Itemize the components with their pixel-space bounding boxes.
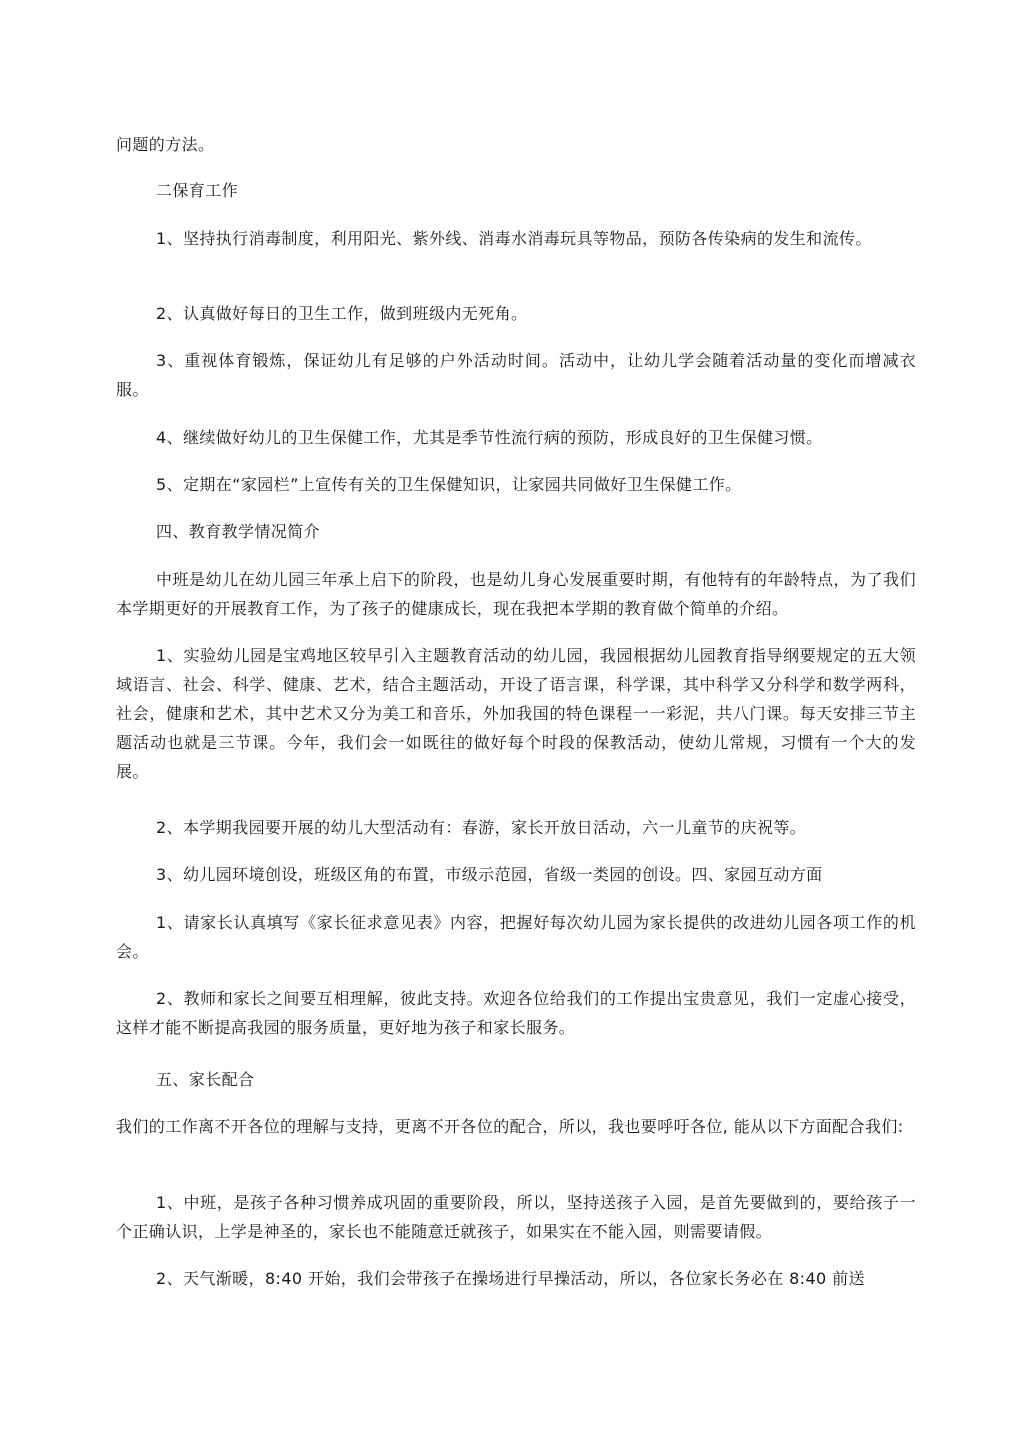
paragraph-teaching-2: 2、本学期我园要开展的幼儿大型活动有：春游，家长开放日活动，六一儿童节的庆祝等。 — [156, 818, 807, 837]
paragraph-teaching-intro: 中班是幼儿在幼儿园三年承上启下的阶段，也是幼儿身心发展重要时期，有他特有的年龄特点，为了我们本学期更好的开展教育工作，为了孩子的健康成长，现在我把本学期的教育做个简单的介绍。 — [116, 570, 916, 618]
paragraph-continuation: 问题的方法。 — [116, 135, 215, 154]
paragraph-childcare-5: 5、定期在“家园栏”上宣传有关的卫生保健知识，让家园共同做好卫生保健工作。 — [156, 475, 742, 494]
paragraph-teaching-3: 3、幼儿园环境创设，班级区角的布置，市级示范园，省级一类园的创设。四、家园互动方面 — [156, 865, 823, 884]
paragraph-interaction-2: 2、教师和家长之间要互相理解，彼此支持。欢迎各位给我们的工作提出宝贵意见，我们一定虚心接受，这样才能不断提高我园的服务质量，更好地为孩子和家长服务。 — [116, 989, 916, 1037]
section-heading-childcare: 二保育工作 — [156, 181, 239, 200]
paragraph-childcare-3: 3、重视体育锻炼，保证幼儿有足够的户外活动时间。活动中，让幼儿学会随着活动量的变化而增减衣服。 — [116, 351, 916, 399]
paragraph-childcare-4: 4、继续做好幼儿的卫生保健工作，尤其是季节性流行病的预防，形成良好的卫生保健习惯。 — [156, 428, 823, 447]
paragraph-interaction-1: 1、请家长认真填写《家长征求意见表》内容，把握好每次幼儿园为家长提供的改进幼儿园各项工作的机会。 — [116, 913, 916, 961]
paragraph-parents-1: 1、中班，是孩子各种习惯养成巩固的重要阶段，所以，坚持送孩子入园，是首先要做到的，要给孩子一个正确认识，上学是神圣的，家长也不能随意迁就孩子，如果实在不能入园，则需要请假。 — [116, 1193, 916, 1241]
paragraph-parents-intro: 我们的工作离不开各位的理解与支持，更离不开各位的配合，所以，我也要呼吁各位, 能从以下方面配合我们: — [116, 1117, 904, 1136]
paragraph-childcare-1: 1、坚持执行消毒制度，利用阳光、紫外线、消毒水消毒玩具等物品，预防各传染病的发生和流传。 — [156, 229, 872, 248]
paragraph-parents-2: 2、天气渐暖，8:40 开始，我们会带孩子在操场进行早操活动，所以，各位家长务必在 8:40 前送 — [156, 1269, 865, 1288]
section-heading-teaching: 四、教育教学情况简介 — [156, 522, 321, 541]
paragraph-teaching-1: 1、实验幼儿园是宝鸡地区较早引入主题教育活动的幼儿园，我园根据幼儿园教育指导纲要规定的五大领域语言、社会、科学、健康、艺术，结合主题活动，开设了语言课，科学课，其中科学又分科学和数学两科，社会，健康和艺术，其中艺术又分为美工和音乐，外加我国的特色课程一一彩泥，共八门课。每天安排三节主题活动也就是三节课。今年，我们会一如既往的做好每个时段的保教活动，使幼儿常规，习惯有一个大的发展。 — [116, 646, 916, 781]
section-heading-parents: 五、家长配合 — [156, 1070, 255, 1089]
paragraph-childcare-2: 2、认真做好每日的卫生工作，做到班级内无死角。 — [156, 304, 528, 323]
